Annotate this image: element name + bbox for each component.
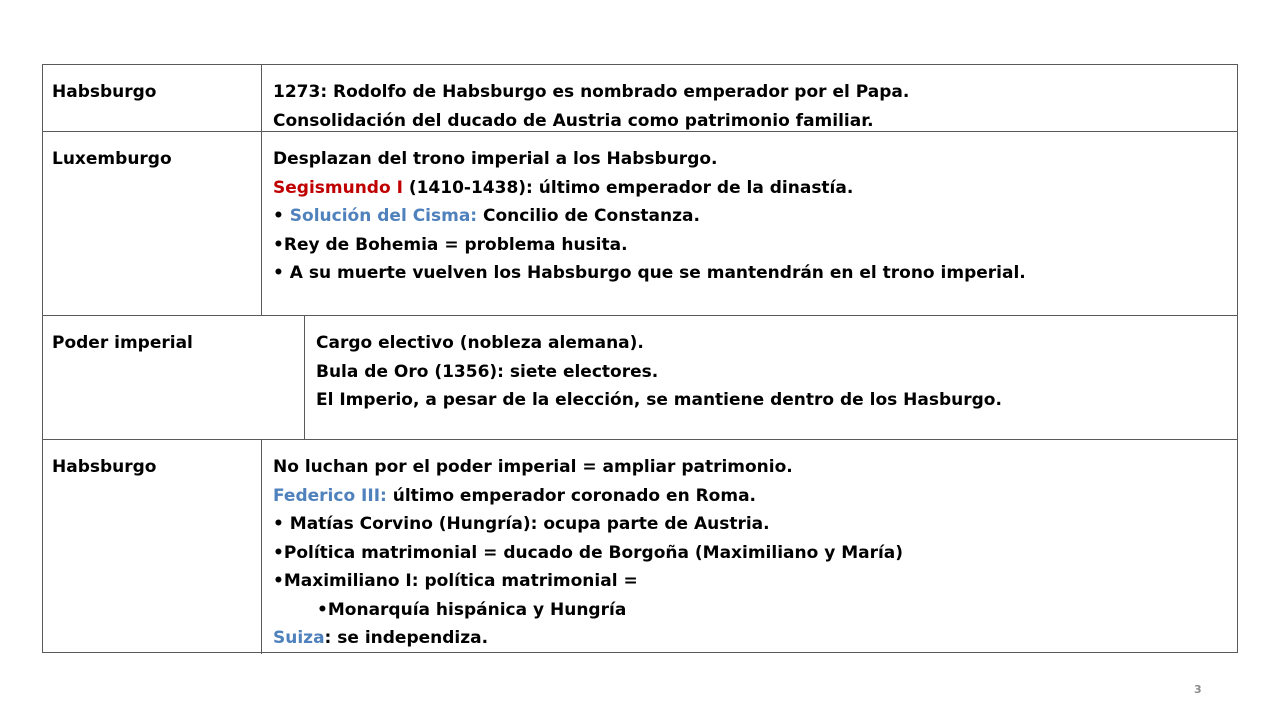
content-line: El Imperio, a pesar de la elección, se mantiene dentro de los Hasburgo.: [316, 390, 1002, 410]
history-table: [42, 64, 1238, 653]
bullet-icon: •: [273, 571, 284, 591]
bullet-icon: •: [273, 206, 284, 226]
bullet-icon: •: [273, 542, 284, 563]
content-line: Cargo electivo (nobleza alemana).: [316, 333, 644, 353]
content-line: [273, 539, 1229, 568]
highlight-red-text: Segismundo I: [273, 177, 403, 198]
content-line: [273, 202, 1229, 231]
table-row-luxemburgo: [43, 132, 1237, 316]
table-row-habsburgo-1: [43, 65, 1237, 132]
content-line: 1273: Rodolfo de Habsburgo es nombrado emperador por el Papa.: [273, 82, 910, 102]
row-label: Habsburgo: [52, 82, 157, 102]
content-line: Bula de Oro (1356): siete electores.: [316, 361, 659, 382]
content-text: Monarquía hispánica y Hungría: [327, 599, 627, 620]
content-text: No luchan por el poder imperial = ampliar patrimonio.: [273, 457, 793, 477]
content-line: [273, 453, 1229, 482]
content-text: Maximiliano I: política matrimonial =: [283, 571, 638, 591]
bullet-icon: •: [273, 234, 284, 255]
content-line: [273, 145, 1229, 174]
content-line: [273, 259, 1229, 288]
content-text: A su muerte vuelven los Habsburgo que se mantendrán en el trono imperial.: [283, 263, 1026, 283]
content-text: (1410-1438): último emperador de la dinastía.: [402, 177, 854, 198]
row-content: [261, 65, 1237, 131]
row-content: [304, 316, 1237, 439]
row-content: [261, 132, 1237, 315]
content-line: [273, 231, 1229, 260]
row-label: Luxemburgo: [52, 149, 172, 169]
table-row-habsburgo-2: [43, 440, 1237, 654]
content-text: Rey de Bohemia = problema husita.: [283, 234, 628, 255]
content-line-indented: [273, 596, 1229, 625]
highlight-blue-text: Federico III:: [273, 485, 387, 506]
page-number: 3: [1194, 683, 1202, 696]
content-text: Desplazan del trono imperial a los Habsburgo.: [273, 149, 718, 169]
content-line: [273, 567, 1229, 596]
row-content: [261, 440, 1237, 654]
highlight-blue-text: Solución del Cisma:: [283, 206, 478, 226]
content-line: Consolidación del ducado de Austria como patrimonio familiar.: [273, 110, 874, 131]
content-line: [273, 624, 1229, 653]
bullet-icon: •: [273, 263, 284, 283]
content-text: Concilio de Constanza.: [477, 206, 700, 226]
highlight-blue-text: Suiza: [273, 628, 325, 648]
content-text: Política matrimonial = ducado de Borgoña (Maximiliano y María): [283, 542, 904, 563]
row-label: Poder imperial: [52, 333, 193, 353]
table-row-poder-imperial: [43, 316, 1237, 440]
content-text: último emperador coronado en Roma.: [386, 485, 756, 506]
content-text: : se independiza.: [324, 628, 489, 648]
bullet-icon: •: [273, 514, 284, 534]
content-text: Matías Corvino (Hungría): ocupa parte de Austria.: [283, 514, 770, 534]
content-line: [273, 482, 1229, 511]
content-line: [273, 174, 1229, 203]
content-line: [273, 510, 1229, 539]
row-label: Habsburgo: [52, 457, 157, 477]
bullet-icon: •: [317, 599, 328, 620]
